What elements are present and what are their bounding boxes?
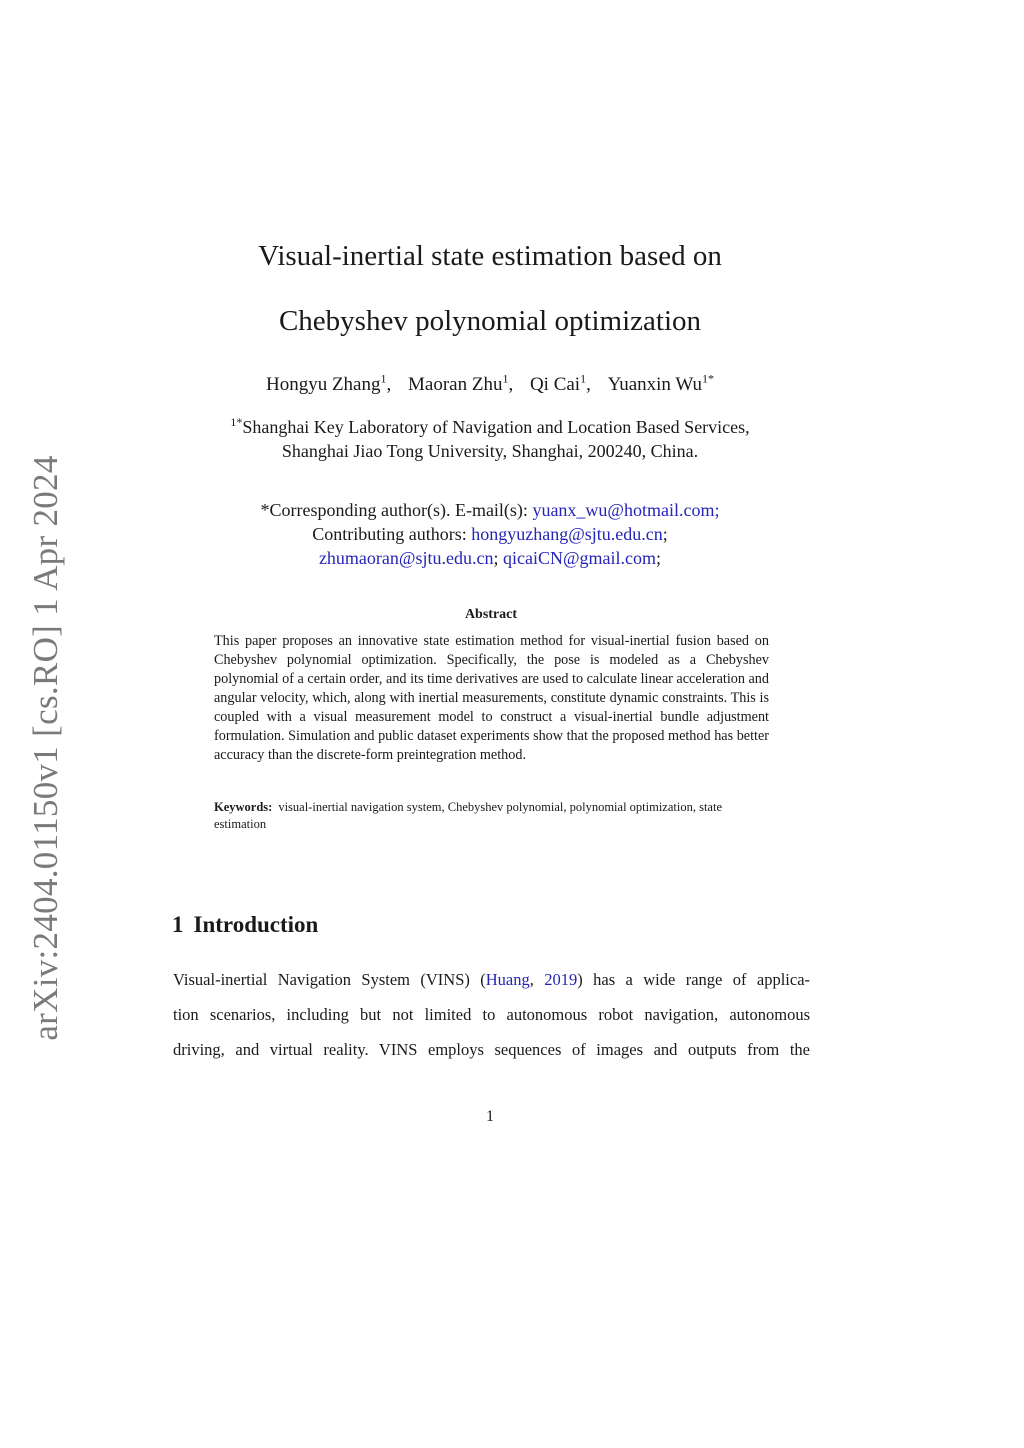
arxiv-identifier: arXiv:2404.01150v1 [cs.RO] 1 Apr 2024 xyxy=(26,455,65,1041)
corresponding-author-line: *Corresponding author(s). E-mail(s): yuanx_wu@hotmail.com; xyxy=(260,500,720,520)
section-number: 1 xyxy=(172,912,184,937)
corresponding-email-link[interactable]: yuanx_wu@hotmail.com; xyxy=(532,500,720,520)
author: Hongyu Zhang$^1$, xyxy=(265,372,392,396)
paper-title-line-1: Visual-inertial state estimation based on xyxy=(258,240,722,272)
section-heading xyxy=(172,912,318,938)
author: Qi Cai$^1$, xyxy=(529,372,591,396)
keywords-label: Keywords: xyxy=(214,800,273,814)
author-name: Yuanxin Wu xyxy=(607,374,702,396)
intro-line-2: tion scenarios, including but not limited to autonomous robot navigation, autonomous xyxy=(173,1005,810,1024)
author-affiliation-mark: 1 xyxy=(580,372,587,386)
page-number: 1 xyxy=(486,1108,494,1125)
correspondence-block xyxy=(130,498,850,570)
section-title: Introduction xyxy=(193,912,319,937)
abstract-heading: Abstract xyxy=(464,607,518,622)
citation-year-link[interactable]: 2019 xyxy=(544,970,578,989)
author-affiliation-mark: 1 xyxy=(502,372,509,386)
author-affiliation-mark: 1* xyxy=(702,372,714,386)
abstract-text: This paper proposes an innovative state estimation method for visual-inertial fusion based on Chebyshev polynomial optimization. Specifically, the pose is modeled as a Chebyshev polynomial of a certain order, and its time derivatives are used to calculate linear acceleration and angular velocity, which, along with inertial measurements, constitute dynamic constraints. This is coupled with a visual measurement model to construct a visual-inertial bundle adjustment formulation. Simulation and public dataset experiments show that the proposed method has better accuracy than the discrete-form preintegration method. xyxy=(214,633,769,763)
author-name: Maoran Zhu xyxy=(408,374,503,396)
author-list xyxy=(130,372,850,396)
author: Maoran Zhu$^1$, xyxy=(408,372,514,396)
affiliation-line-2: Shanghai Jiao Tong University, Shanghai, 200240, China. xyxy=(281,441,699,461)
author xyxy=(608,374,714,395)
affiliation-mark: 1* xyxy=(230,415,243,429)
affiliation-line-1: $^{1*}$Shanghai Key Laboratory of Navigation and Location Based Services, xyxy=(230,415,750,437)
paper-title-line-2: Chebyshev polynomial optimization xyxy=(278,305,702,337)
intro-line-1: Visual-inertial Navigation System (VINS) (Huang, 2019) has a wide range of applica- xyxy=(173,970,811,989)
affiliation xyxy=(130,410,850,463)
contributor-email-link[interactable]: hongyuzhang@sjtu.edu.cn xyxy=(471,524,663,544)
author-name: Qi Cai xyxy=(529,374,581,396)
keywords xyxy=(214,799,769,833)
keywords-text: visual-inertial navigation system, Chebyshev polynomial, polynomial optimization, state estimation xyxy=(214,800,723,831)
citation-author-link[interactable]: Huang xyxy=(485,970,530,989)
contributor-email-link[interactable]: zhumaoran@sjtu.edu.cn xyxy=(318,548,494,568)
author-name: Hongyu Zhang xyxy=(265,374,381,396)
contributing-authors-line-2: zhumaoran@sjtu.edu.cn; qicaiCN@gmail.com; xyxy=(318,548,662,568)
intro-line-3: driving, and virtual reality. VINS employs sequences of images and outputs from the xyxy=(173,1040,810,1059)
contributor-email-link[interactable]: qicaiCN@gmail.com xyxy=(502,548,657,568)
author-affiliation-mark: 1 xyxy=(380,372,387,386)
contributing-authors-line: Contributing authors: hongyuzhang@sjtu.edu.cn; xyxy=(312,524,668,544)
